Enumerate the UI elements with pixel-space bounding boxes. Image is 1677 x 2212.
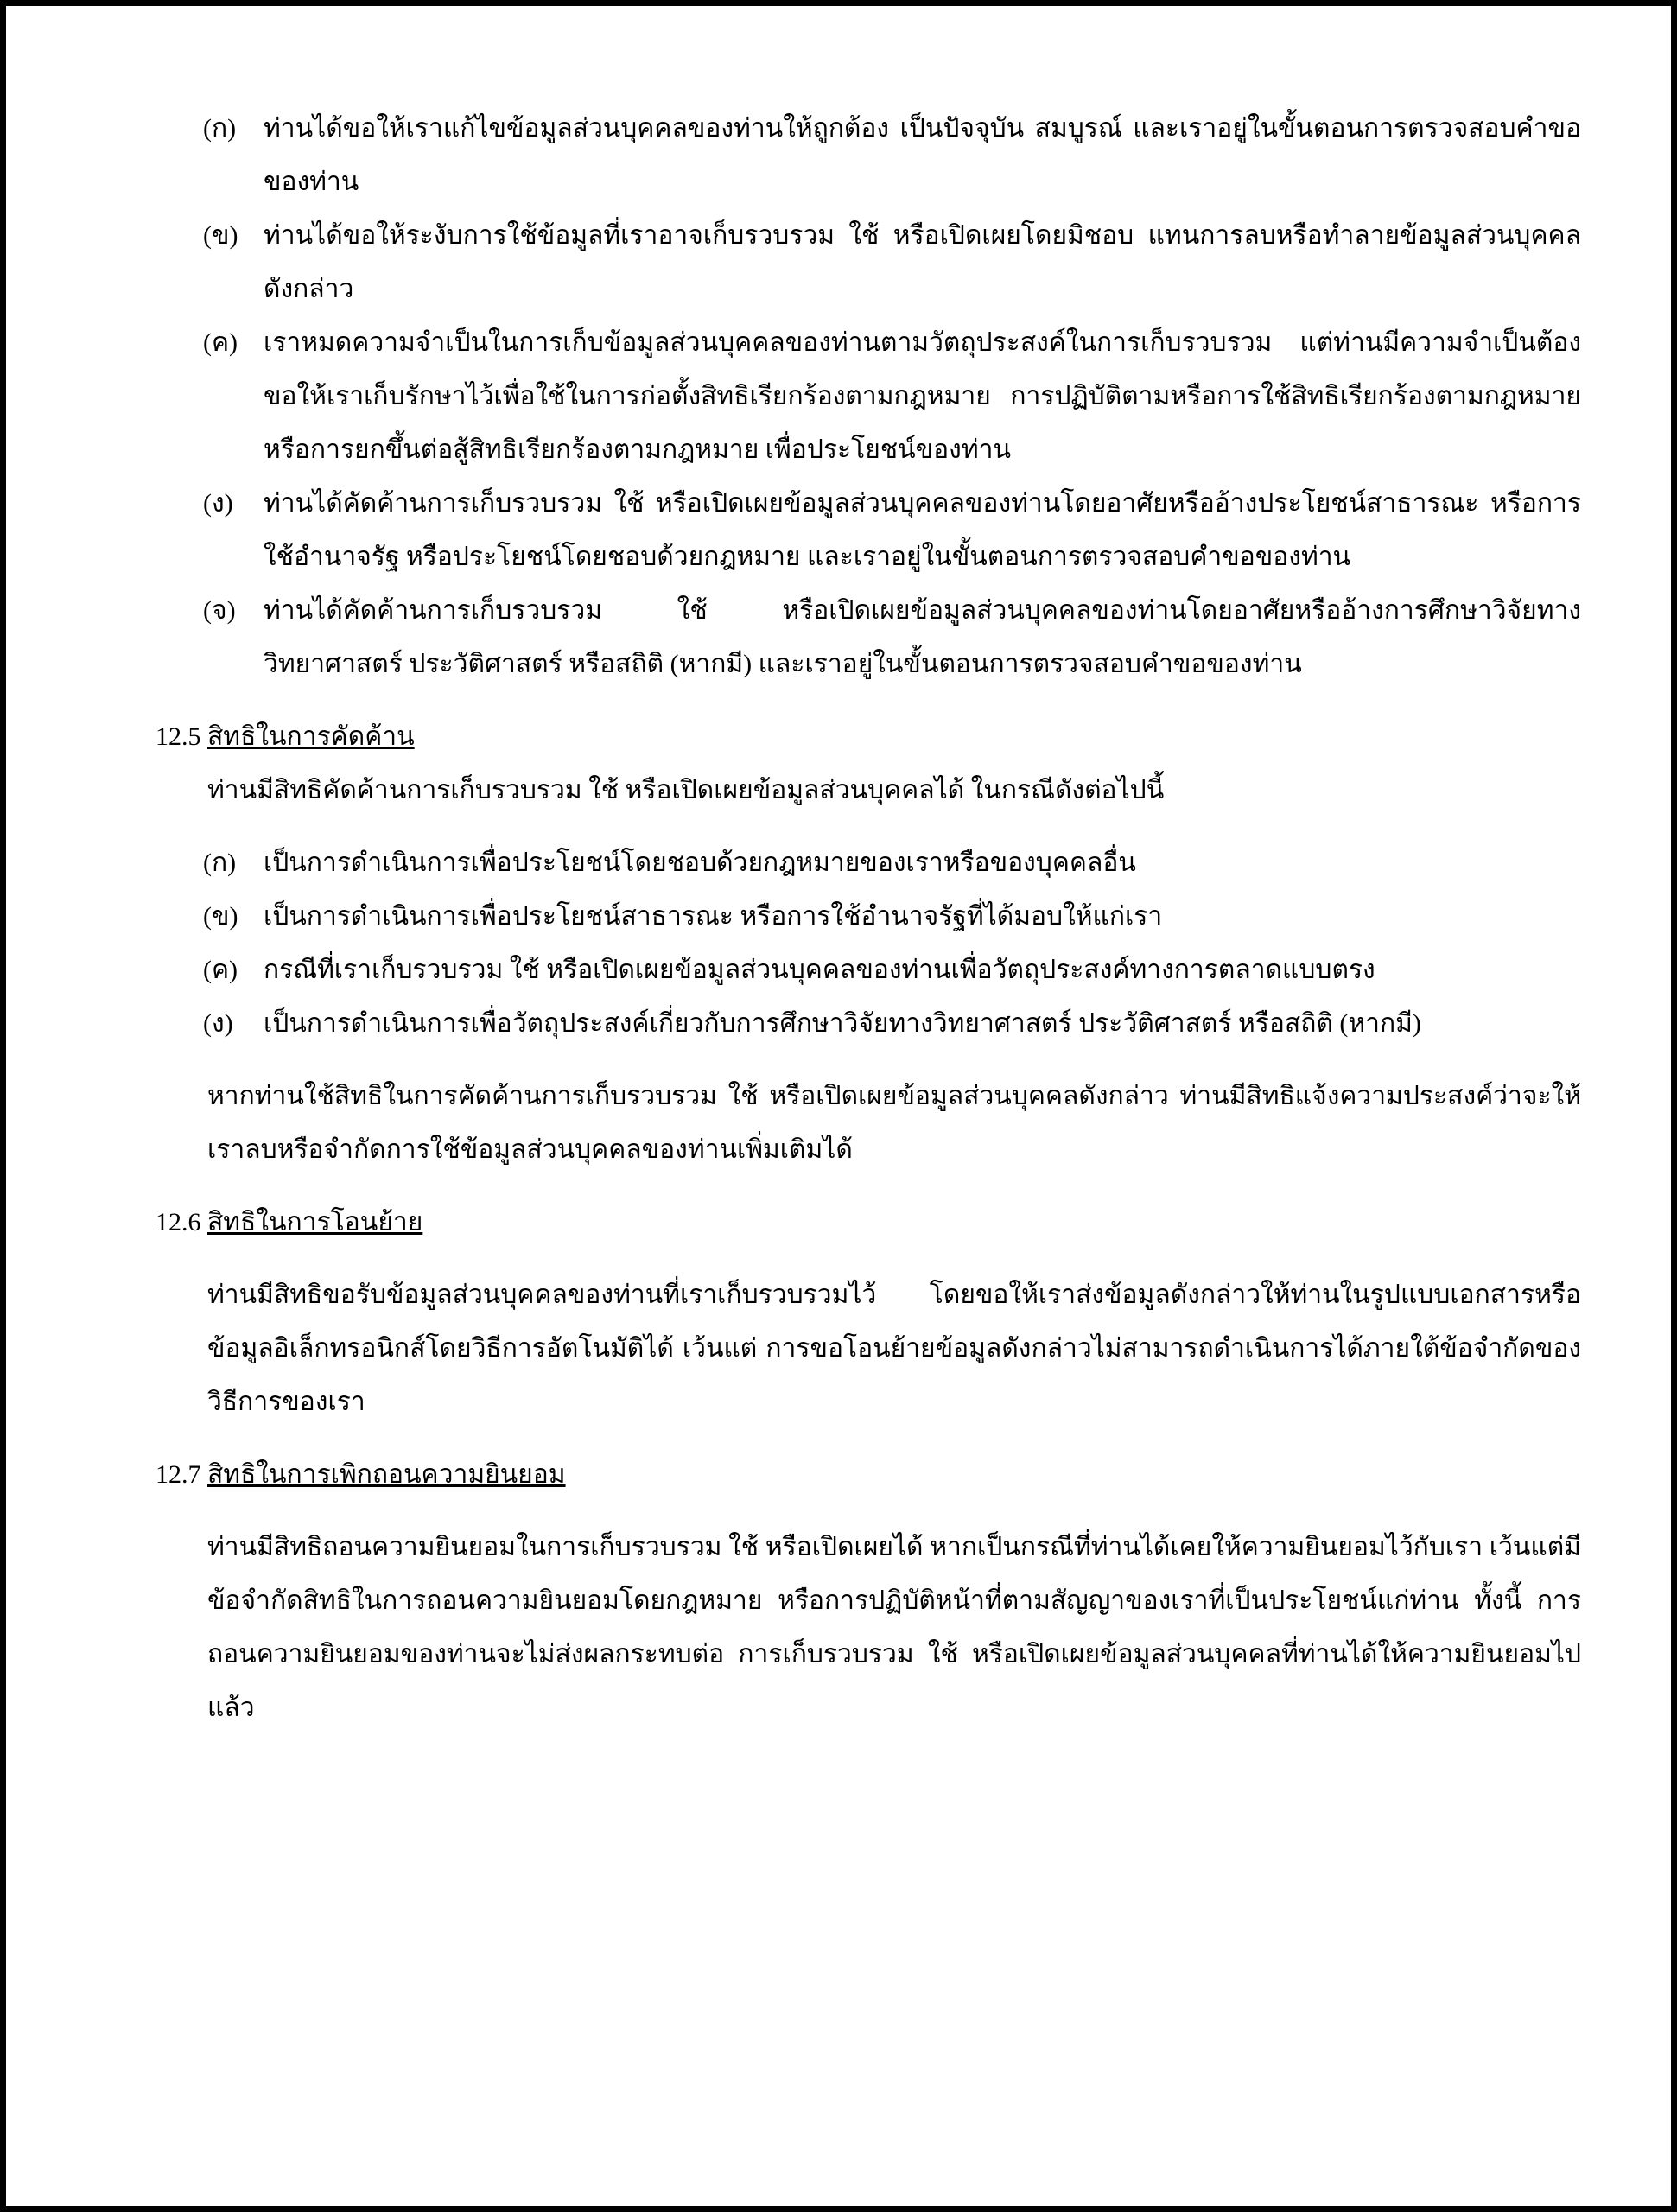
section-title: สิทธิในการคัดค้าน (207, 722, 415, 751)
item-text: เราหมดความจำเป็นในการเก็บข้อมูลส่วนบุคคลของท่านตามวัตถุประสงค์ในการเก็บรวบรวม แต่ท่านมีความจำเป็นต้องขอให้เราเก็บรักษาไว้เพื่อใช้ในการก่อตั้งสิทธิเรียกร้องตามกฎหมาย การปฏิบัติตามหรือการใช้สิทธิเรียกร้องตามกฎหมายหรือการยกขึ้นต่อสู้สิทธิเรียกร้องตามกฎหมาย เพื่อประโยชน์ของท่าน (264, 328, 1581, 464)
item-text: ท่านได้คัดค้านการเก็บรวบรวม ใช้ หรือเปิดเผยข้อมูลส่วนบุคคลของท่านโดยอาศัยหรืออ้างประโยชน์สาธารณะ หรือการใช้อำนาจรัฐ หรือประโยชน์โดยชอบด้วยกฎหมาย และเราอยู่ในขั้นตอนการตรวจสอบคำขอของท่าน (264, 489, 1581, 571)
section-body: ท่านมีสิทธิขอรับข้อมูลส่วนบุคคลของท่านที่เราเก็บรวบรวมไว้ โดยขอให้เราส่งข้อมูลดังกล่าวให้ท่านในรูปแบบเอกสารหรือข้อมูลอิเล็กทรอนิกส์โดยวิธีการอัตโนมัติได้ เว้นแต่ การขอโอนย้ายข้อมูลดังกล่าวไม่สามารถดำเนินการได้ภายใต้ข้อจำกัดของวิธีการของเรา (207, 1281, 1581, 1416)
item-marker: (ง) (203, 1009, 233, 1038)
item-marker: (ง) (203, 489, 233, 518)
item-marker: (ข) (203, 221, 238, 250)
list-item (156, 836, 1581, 890)
list-item (156, 944, 1581, 997)
item-marker: (จ) (203, 596, 236, 625)
item-marker: (ค) (203, 328, 238, 357)
list-item (156, 477, 1581, 584)
list-item (156, 997, 1581, 1051)
section-body: ท่านมีสิทธิถอนความยินยอมในการเก็บรวบรวม ใช้ หรือเปิดเผยได้ หากเป็นกรณีที่ท่านได้เคยให้ความยินยอมไว้กับเรา เว้นแต่มีข้อจำกัดสิทธิในการถอนความยินยอมโดยกฎหมาย หรือการปฏิบัติหน้าที่ตามสัญญาของเราที่เป็นประโยชน์แก่ท่าน ทั้งนี้ การถอนความยินยอมของท่านจะไม่ส่งผลกระทบต่อ การเก็บรวบรวม ใช้ หรือเปิดเผยข้อมูลส่วนบุคคลที่ท่านได้ให้ความยินยอมไปแล้ว (207, 1533, 1581, 1722)
section-heading-12-6 (156, 1196, 1581, 1249)
document-body (156, 102, 1581, 1735)
section-heading-12-5 (156, 710, 1581, 764)
list-item (156, 890, 1581, 944)
item-marker: (ก) (203, 114, 237, 143)
list-item (156, 102, 1581, 209)
section-number: 12.6 (156, 1208, 201, 1236)
item-text: เป็นการดำเนินการเพื่อประโยชน์สาธารณะ หรือการใช้อำนาจรัฐที่ได้มอบให้แก่เรา (264, 902, 1163, 931)
section-title: สิทธิในการเพิกถอนความยินยอม (207, 1460, 566, 1489)
item-text: เป็นการดำเนินการเพื่อวัตถุประสงค์เกี่ยวกับการศึกษาวิจัยทางวิทยาศาสตร์ ประวัติศาสตร์ หรือสถิติ (หากมี) (264, 1009, 1421, 1038)
section-number: 12.7 (156, 1460, 201, 1489)
item-text: เป็นการดำเนินการเพื่อประโยชน์โดยชอบด้วยกฎหมายของเราหรือของบุคคลอื่น (264, 849, 1136, 877)
item-text: ท่านได้ขอให้ระงับการใช้ข้อมูลที่เราอาจเก็บรวบรวม ใช้ หรือเปิดเผยโดยมิชอบ แทนการลบหรือทำลายข้อมูลส่วนบุคคลดังกล่าว (264, 221, 1581, 303)
section-intro: ท่านมีสิทธิคัดค้านการเก็บรวบรวม ใช้ หรือเปิดเผยข้อมูลส่วนบุคคลได้ ในกรณีดังต่อไปนี้ (207, 776, 1165, 804)
item-text: ท่านได้คัดค้านการเก็บรวบรวม ใช้ หรือเปิดเผยข้อมูลส่วนบุคคลของท่านโดยอาศัยหรืออ้างการศึกษาวิจัยทางวิทยาศาสตร์ ประวัติศาสตร์ หรือสถิติ (หากมี) และเราอยู่ในขั้นตอนการตรวจสอบคำขอของท่าน (264, 596, 1581, 678)
item-marker: (ข) (203, 902, 238, 931)
item-marker: (ค) (203, 956, 238, 984)
item-marker: (ก) (203, 849, 237, 877)
list-item (156, 584, 1581, 691)
section-heading-12-7 (156, 1448, 1581, 1502)
section-title: สิทธิในการโอนย้าย (207, 1208, 423, 1236)
list-item (156, 209, 1581, 316)
section-number: 12.5 (156, 722, 201, 751)
item-text: กรณีที่เราเก็บรวบรวม ใช้ หรือเปิดเผยข้อมูลส่วนบุคคลของท่านเพื่อวัตถุประสงค์ทางการตลาดแบบตรง (264, 956, 1375, 984)
item-text: ท่านได้ขอให้เราแก้ไขข้อมูลส่วนบุคคลของท่านให้ถูกต้อง เป็นปัจจุบัน สมบูรณ์ และเราอยู่ในขั้นตอนการตรวจสอบคำขอของท่าน (264, 114, 1581, 196)
section-closing: หากท่านใช้สิทธิในการคัดค้านการเก็บรวบรวม ใช้ หรือเปิดเผยข้อมูลส่วนบุคคลดังกล่าว ท่านมีสิทธิแจ้งความประสงค์ว่าจะให้เราลบหรือจำกัดการใช้ข้อมูลส่วนบุคคลของท่านเพิ่มเติมได้ (207, 1082, 1581, 1164)
list-item (156, 316, 1581, 477)
